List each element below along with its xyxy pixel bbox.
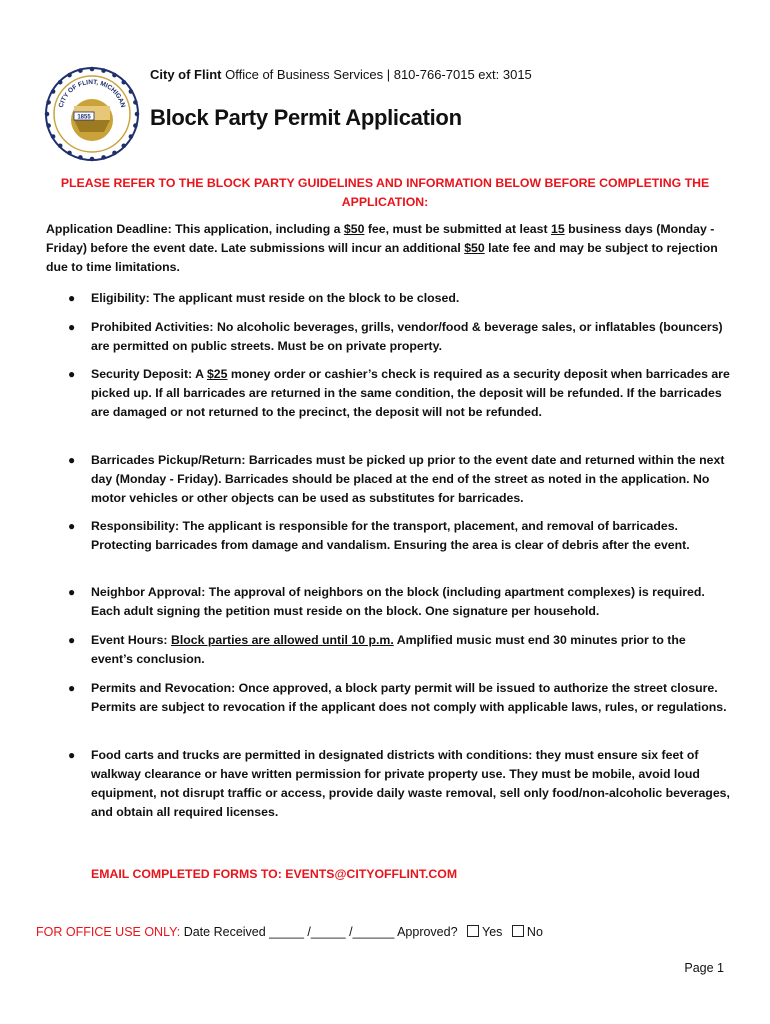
list-item-barricades: ● Barricades Pickup/Return: Barricades must be picked up prior to the event date and returned within the next day (Monday - Friday). Barricades should be placed at the end of the street as noted in the application. No motor vehicles or other objects can be used as substitutes for barricades.: [68, 453, 725, 505]
office-contact: Office of Business Services | 810-766-7015 ext: 3015: [225, 67, 532, 82]
no-label: No: [526, 925, 543, 939]
page-title: Block Party Permit Application: [150, 105, 462, 130]
date-received-line: Date Received _____ /_____ /______ Approved?: [180, 925, 458, 939]
email-instructions: EMAIL COMPLETED FORMS TO: EVENTS@CITYOFFLINT.COM: [91, 867, 458, 881]
bullet-icon: ●: [68, 585, 76, 599]
bullet-icon: ●: [68, 519, 76, 533]
bullet-icon: ●: [68, 320, 76, 334]
page-number: Page 1: [684, 961, 724, 975]
svg-text:CITY OF FLINT, MICHIGAN: CITY OF FLINT, MICHIGAN: [57, 78, 127, 109]
bullet-icon: ●: [68, 633, 76, 647]
business-days: 15: [550, 222, 565, 236]
svg-text:1855: 1855: [77, 114, 91, 121]
fee-amount: $50: [343, 222, 365, 236]
bullet-icon: ●: [68, 453, 76, 467]
bullet-icon: ●: [68, 291, 76, 305]
bullet-icon: ●: [68, 748, 76, 762]
city-seal-logo: [44, 66, 140, 162]
yes-label: Yes: [482, 925, 503, 939]
office-use-label: FOR OFFICE USE ONLY:: [36, 925, 181, 939]
yes-checkbox[interactable]: [467, 925, 479, 937]
list-item-security-deposit: ● Security Deposit: A $25 money order or cashier’s check is required as a security deposit when barricades are picked up. If all barricades are returned in the same condition, the deposit will be refunded. If the barricades are damaged or not returned to the precinct, the deposit will not be refunded.: [68, 367, 730, 419]
application-deadline: Application Deadline: This application, including a $50 fee, must be submitted at least 15 business days (Monday - Friday) before the event date. Late submissions will incur an additional $50 late fee and may be subject to rejection due to time limitations.: [46, 222, 718, 274]
list-item-prohibited: ● Prohibited Activities: No alcoholic beverages, grills, vendor/food & beverage sales, or inflatables (bouncers) are permitted on public streets. Must be on private property.: [68, 320, 723, 353]
list-item-eligibility: ● Eligibility: The applicant must reside on the block to be closed.: [91, 289, 731, 308]
guidelines-notice: PLEASE REFER TO THE BLOCK PARTY GUIDELINES AND INFORMATION BELOW BEFORE COMPLETING THE APPLICATION:: [60, 176, 710, 209]
list-item-food-carts: ● Food carts and trucks are permitted in designated districts with conditions: they must ensure six feet of walkway clearance or have written permission for private property use. They must be mobile, avoid loud equipment, not disrupt traffic or access, provide daily waste removal, sell only food/non-alcoholic beverages, and obtain all required licenses.: [68, 748, 730, 819]
late-fee-amount: $50: [464, 241, 485, 255]
city-name: City of Flint: [150, 67, 222, 82]
bullet-icon: ●: [68, 681, 76, 695]
bullet-icon: ●: [68, 367, 76, 381]
office-use-section: [36, 925, 543, 939]
list-item-event-hours: ● Event Hours: Block parties are allowed until 10 p.m. Amplified music must end 30 minutes prior to the event’s conclusion.: [68, 633, 686, 666]
office-header: [150, 67, 532, 82]
list-item-responsibility: ● Responsibility: The applicant is responsible for the transport, placement, and removal of barricades. Protecting barricades from damage and vandalism. Ensuring the area is clear of debris after the event.: [68, 519, 690, 552]
list-item-permits: ● Permits and Revocation: Once approved, a block party permit will be issued to authorize the street closure. Permits are subject to revocation if the applicant does not comply with applicable laws, rules, or regulations.: [68, 681, 727, 714]
no-checkbox[interactable]: [512, 925, 524, 937]
list-item-neighbor-approval: ● Neighbor Approval: The approval of neighbors on the block (including apartment complexes) is required. Each adult signing the petition must reside on the block. One signature per household.: [68, 585, 705, 618]
